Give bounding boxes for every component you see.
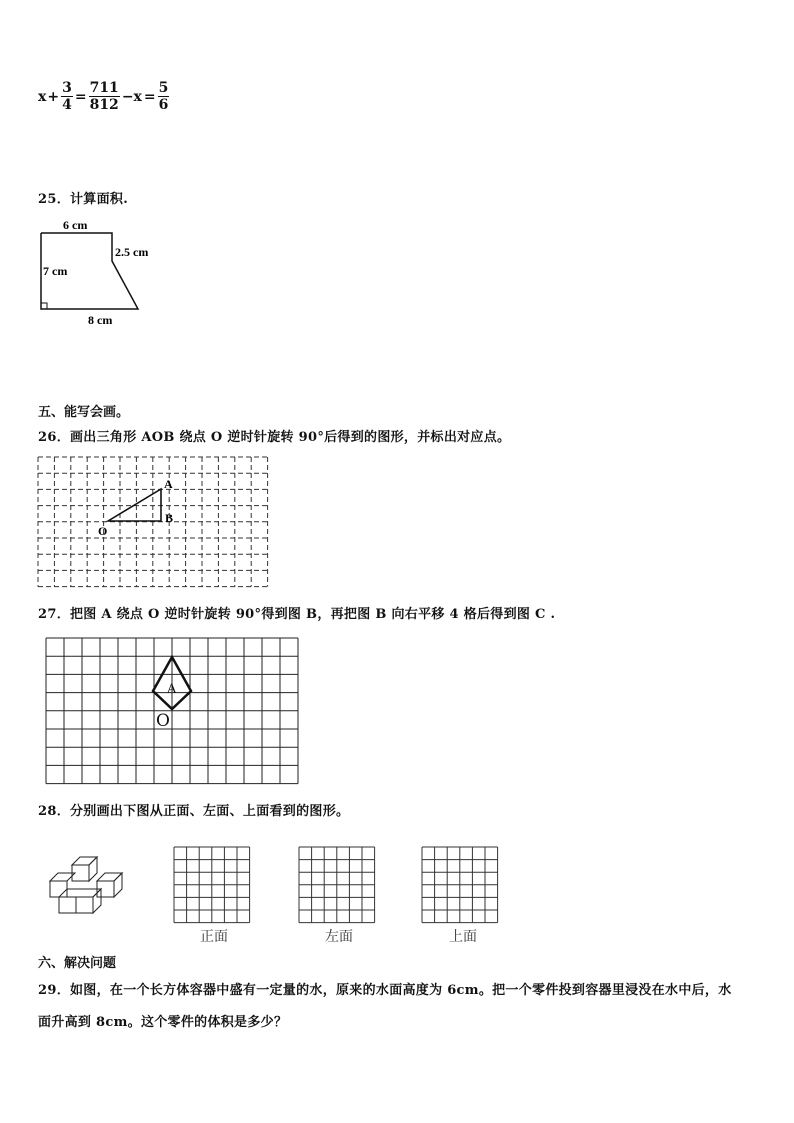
q26-dashed-grid-figure <box>36 455 271 590</box>
fraction-2-numerator: 711 <box>89 80 119 96</box>
fraction-3-numerator: 5 <box>158 80 169 96</box>
question-29-line-1: 29．如图，在一个长方体容器中盛有一定量的水，原来的水面高度为 6cm。把一个零件投到容器里浸没在水中后，水 <box>38 983 732 998</box>
q26-label-a: A <box>164 477 173 491</box>
top-view-grid <box>421 846 501 924</box>
q25-right-label: 2.5 cm <box>115 245 149 259</box>
fraction-1 <box>61 80 73 113</box>
question-28: 28．分别画出下图从正面、左面、上面看到的图形。 <box>38 804 350 819</box>
cube-left-roof <box>50 873 75 881</box>
fraction-2-denominator: 812 <box>89 97 119 113</box>
cube-right-side <box>114 873 122 897</box>
cube-front-2 <box>76 897 93 913</box>
eq-minus-x: −x <box>121 88 142 105</box>
left-view-caption: 左面 <box>325 930 353 945</box>
fraction-2 <box>89 80 120 113</box>
front-view-grid <box>173 846 253 924</box>
eq-equals-2: = <box>143 88 156 105</box>
equation <box>38 80 170 113</box>
cube-top-side <box>89 857 97 881</box>
front-view-caption: 正面 <box>200 930 228 945</box>
question-26: 26．画出三角形 AOB 绕点 O 逆时针旋转 90°后得到的图形，并标出对应点。 <box>38 430 511 445</box>
q25-top-label: 6 cm <box>63 218 88 232</box>
fraction-1-denominator: 4 <box>62 97 72 113</box>
q26-label-o: O <box>98 524 108 538</box>
q27-grid-figure <box>44 636 302 788</box>
q27-label-o: O <box>156 711 170 731</box>
q25-left-label: 7 cm <box>43 264 68 278</box>
eq-plus: + <box>47 88 60 105</box>
eq-equals-1: = <box>74 88 87 105</box>
question-25: 25．计算面积. <box>38 192 129 207</box>
q27-label-a: A <box>167 682 177 697</box>
q27-grid <box>46 638 298 784</box>
q25-bottom-label: 8 cm <box>88 313 113 327</box>
q25-trapezoid-figure <box>30 215 170 330</box>
section-6-heading: 六、解决问题 <box>38 956 117 971</box>
left-view-grid <box>298 846 378 924</box>
question-29-line-2: 面升高到 8cm。这个零件的体积是多少？ <box>38 1015 288 1030</box>
right-angle-mark <box>41 303 47 309</box>
fraction-3 <box>158 80 170 113</box>
top-view-caption: 上面 <box>449 930 477 945</box>
eq-x: x <box>38 88 47 105</box>
cube-stack-figure <box>44 853 124 918</box>
cube-left-front <box>50 881 67 897</box>
section-5-heading: 五、能写会画。 <box>38 405 130 420</box>
question-27: 27．把图 A 绕点 O 逆时针旋转 90°得到图 B，再把图 B 向右平移 4 格后得到图 C . <box>38 607 556 622</box>
q26-label-b: B <box>165 511 174 525</box>
cube-front-1 <box>59 897 76 913</box>
fraction-3-denominator: 6 <box>158 97 169 113</box>
fraction-1-numerator: 3 <box>62 80 72 96</box>
